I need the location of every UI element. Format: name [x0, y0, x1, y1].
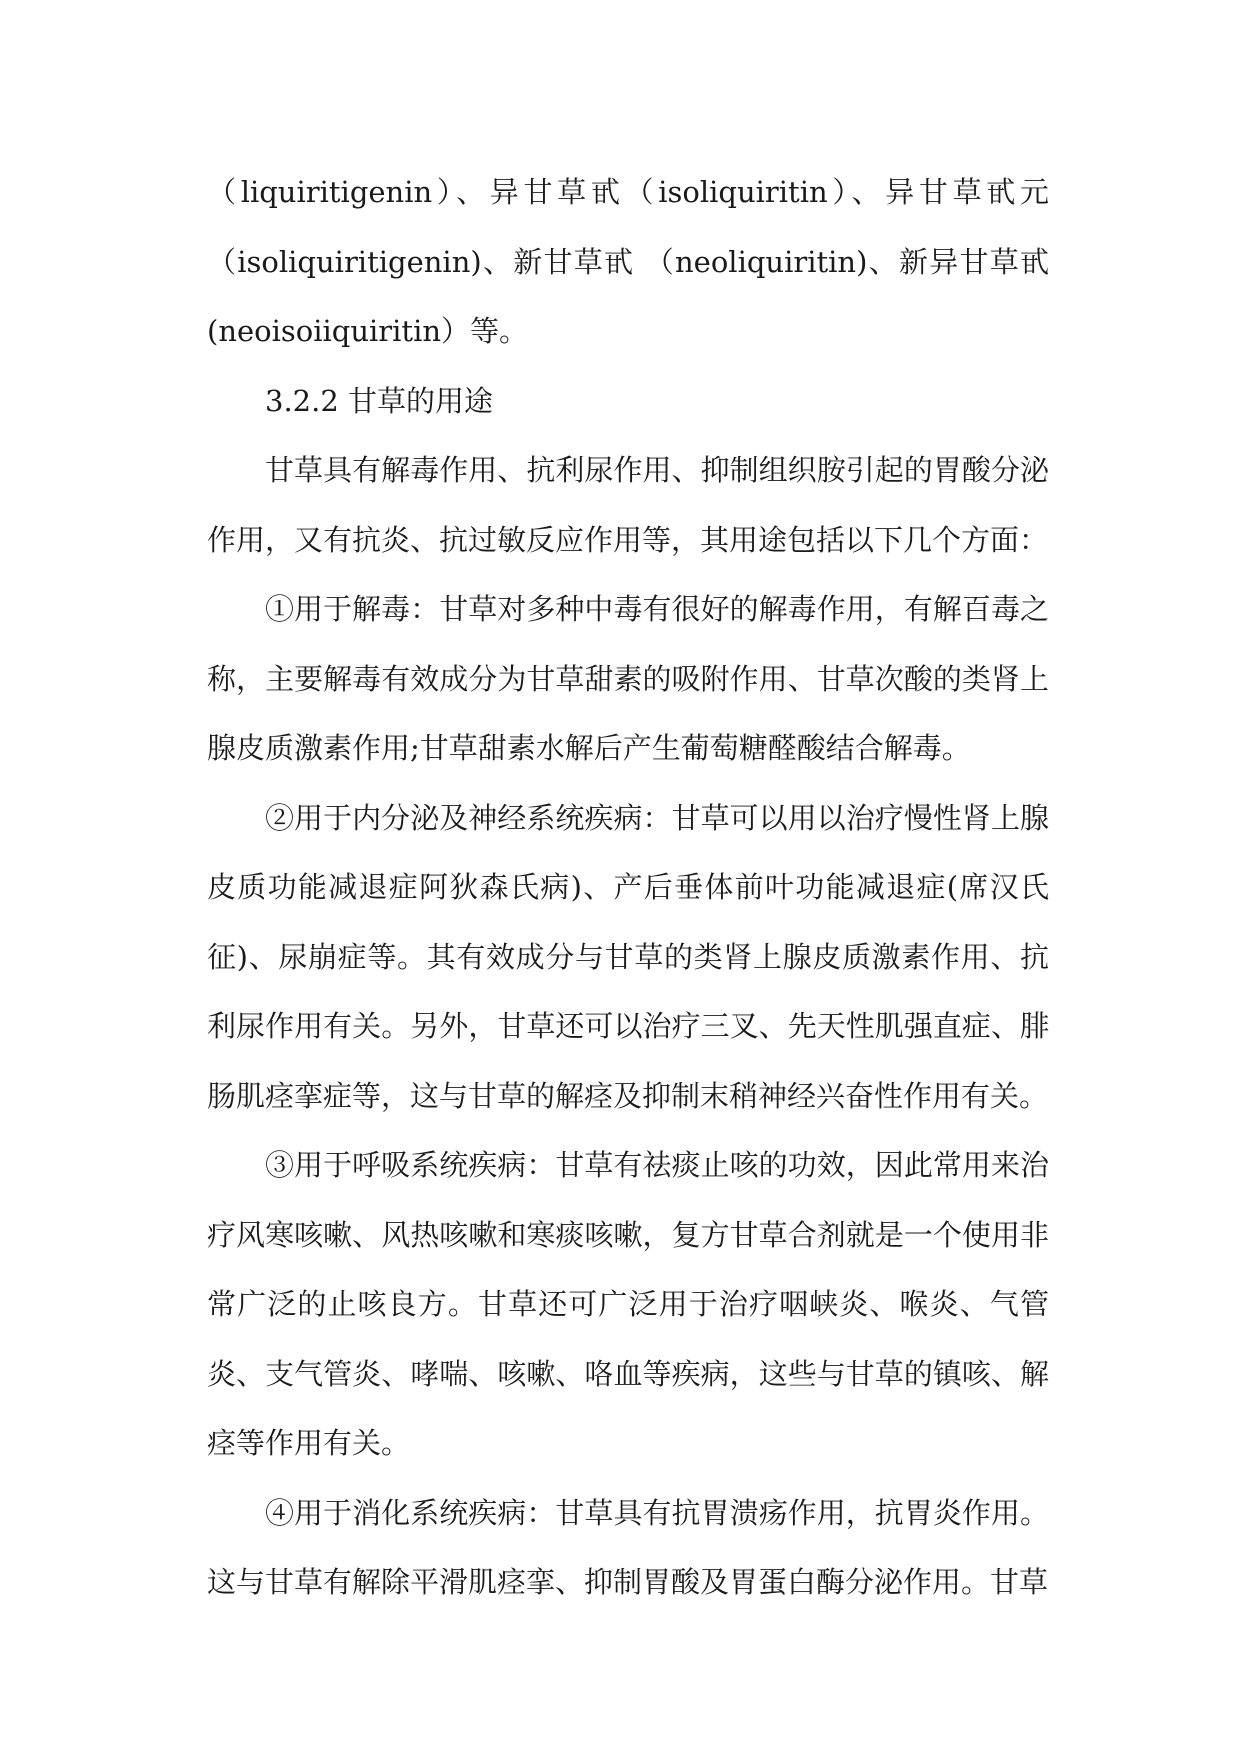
section-heading: 3.2.2 甘草的用途: [265, 383, 494, 418]
paragraph-use-respiratory: ③用于呼吸系统疾病：甘草有祛痰止咳的功效，因此常用来治疗风寒咳嗽、风热咳嗽和寒痰咳嗽，复方甘草合剂就是一个使用非常广泛的止咳良方。甘草还可广泛用于治疗咽峡炎、喉炎、气管炎、支气管炎、哮喘、咳嗽、咯血等疾病，这些与甘草的镇咳、解痉等作用有关。: [207, 1148, 1049, 1460]
paragraph-uses-intro: 甘草具有解毒作用、抗利尿作用、抑制组织胺引起的胃酸分泌作用，又有抗炎、抗过敏反应作用等，其用途包括以下几个方面：: [207, 453, 1049, 557]
paragraph-use-endocrine-nervous: ②用于内分泌及神经系统疾病：甘草可以用以治疗慢性肾上腺皮质功能减退症阿狄森氏病)、产后垂体前叶功能减退症(席汉氏征)、尿崩症等。其有效成分与甘草的类肾上腺皮质激素作用、抗利尿作用有关。另外，甘草还可以治疗三叉、先天性肌强直症、腓肠肌痉挛症等，这与甘草的解痉及抑制末稍神经兴奋性作用有关。: [207, 800, 1049, 1113]
paragraph-use-detox: ①用于解毒：甘草对多种中毒有很好的解毒作用，有解百毒之称，主要解毒有效成分为甘草甜素的吸附作用、甘草次酸的类肾上腺皮质激素作用;甘草甜素水解后产生葡萄糖醛酸结合解毒。: [207, 592, 1049, 765]
paragraph-use-digestive: ④用于消化系统疾病：甘草具有抗胃溃疡作用，抗胃炎作用。这与甘草有解除平滑肌痉挛、抑制胃酸及胃蛋白酶分泌作用。甘草: [207, 1495, 1049, 1599]
document-page: [207, 158, 1049, 1618]
paragraph-compound-list: （liquiritigenin）、异甘草甙（isoliquiritin）、异甘草甙元（isoliquiritigenin)、新甘草甙 （neoliquiritin)、新异甘草甙(neoisoiiquiritin）等。: [207, 175, 1049, 348]
